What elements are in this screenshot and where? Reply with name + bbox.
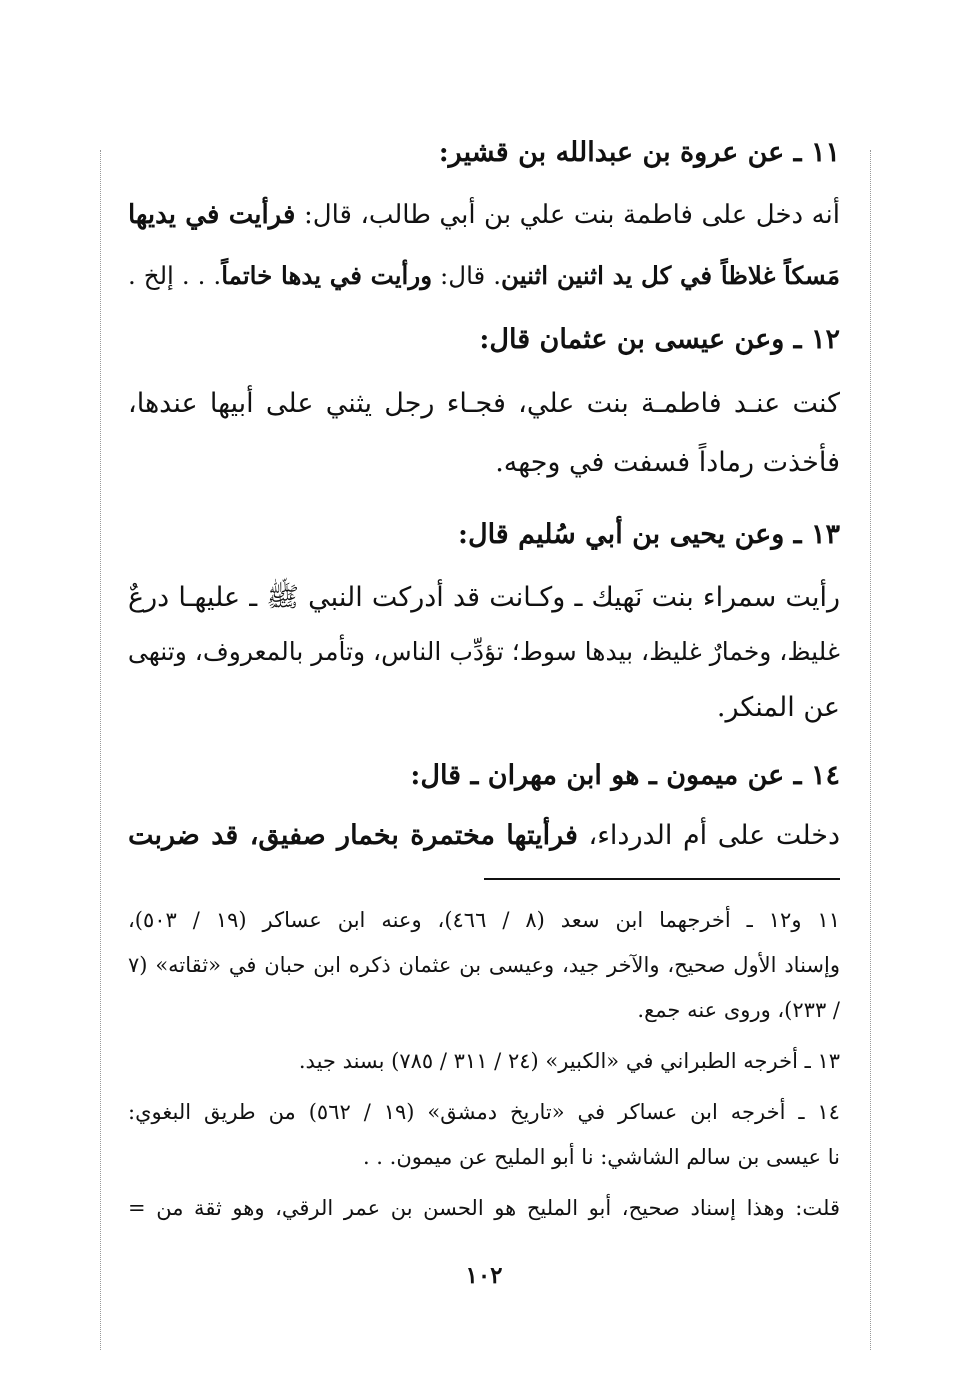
item-13-text-line-2: غليظ، وخمارٌ غليظ، بيدها سوط؛ تؤدِّب الناس، وتأمر بالمعروف، وتنهى	[127, 637, 840, 666]
item-11-line-1-plain: أنه دخل على فاطمة بنت علي بن أبي طالب، قال:	[295, 200, 841, 230]
item-13-text-line-3: عن المنكر.	[716, 692, 840, 723]
item-14-text-line-1	[128, 816, 840, 856]
item-13-text-line-1: رأيت سمراء بنت نَهيك ـ وكـانت قد أدركت النبي ﷺ ـ عليهـا درعٌ	[128, 582, 840, 613]
footnote-14-line-1: ١٤ ـ أخرجه ابن عساكر في «تاريخ دمشق» (١٩ / ٥٦٢) من طريق البغوي:	[128, 1100, 840, 1124]
item-12-heading: ١٢ ـ وعن عيسى بن عثمان قال:	[479, 324, 840, 355]
item-11-text-line-1	[128, 195, 840, 235]
footnote-14-line-3: قلت: وهذا إسناد صحيح، أبو المليح هو الحسن بن عمر الرقي، وهو ثقة من =	[128, 1196, 840, 1220]
item-11-line-2-bold-b: ورأيت في يدها خاتماً	[221, 261, 433, 290]
footnote-11-12-line-1: ١١ و١٢ ـ أخرجهما ابن سعد (٨ / ٤٦٦)، وعنه ابن عساكر (١٩ / ٥٠٣)،	[128, 908, 840, 932]
scan-margin-mark-left	[100, 150, 101, 1350]
item-11-heading: ١١ ـ عن عروة بن عبدالله بن قشير:	[438, 137, 840, 168]
item-14-line-1-bold: فرأيتها مختمرة بخمار صفيق، قد ضربت	[128, 820, 578, 851]
item-14-heading: ١٤ ـ عن ميمون ـ هو ابن مهران ـ قال:	[410, 760, 840, 791]
footnote-11-12-line-2: وإسناد الأول صحيح، والآخر جيد، وعيسى بن عثمان ذكره ابن حبان في «ثقاته» (٧	[128, 953, 840, 977]
item-13-heading: ١٣ ـ وعن يحيى بن أبي سُليم قال:	[457, 519, 840, 550]
item-11-line-2-mid: . قال:	[432, 261, 502, 290]
item-12-text-line-1: كنت عنـد فاطمـة بنت علي، فجـاء رجل يثني على أبيها عندها،	[128, 388, 840, 419]
scan-margin-mark-right	[870, 150, 871, 1350]
item-12-text-line-2: فأخذت رماداً فسفت في وجهه.	[495, 447, 840, 478]
item-11-line-2-end: . . . إلخ .	[128, 261, 222, 290]
item-11-line-1-bold: فرأيت في يديها	[128, 200, 296, 230]
item-14-line-1-plain: دخلت على أم الدرداء،	[577, 820, 841, 851]
footnote-11-12-line-3: / ٢٣٣)، وروى عنه جمع.	[637, 998, 840, 1022]
item-11-text-line-2	[128, 256, 840, 296]
item-11-line-2-bold-a: مَسكاً غلاظاً في كل يد اثنين اثنين	[501, 261, 840, 290]
page-number: ١٠٢	[465, 1262, 503, 1289]
footnote-separator-rule	[484, 878, 840, 880]
footnote-13-line-1: ١٣ ـ أخرجه الطبراني في «الكبير» (٢٤ / ٣١١ / ٧٨٥) بسند جيد.	[298, 1049, 840, 1073]
footnote-14-line-2: نا عيسى بن سالم الشاشي: نا أبو المليح عن ميمون. . .	[362, 1145, 840, 1169]
